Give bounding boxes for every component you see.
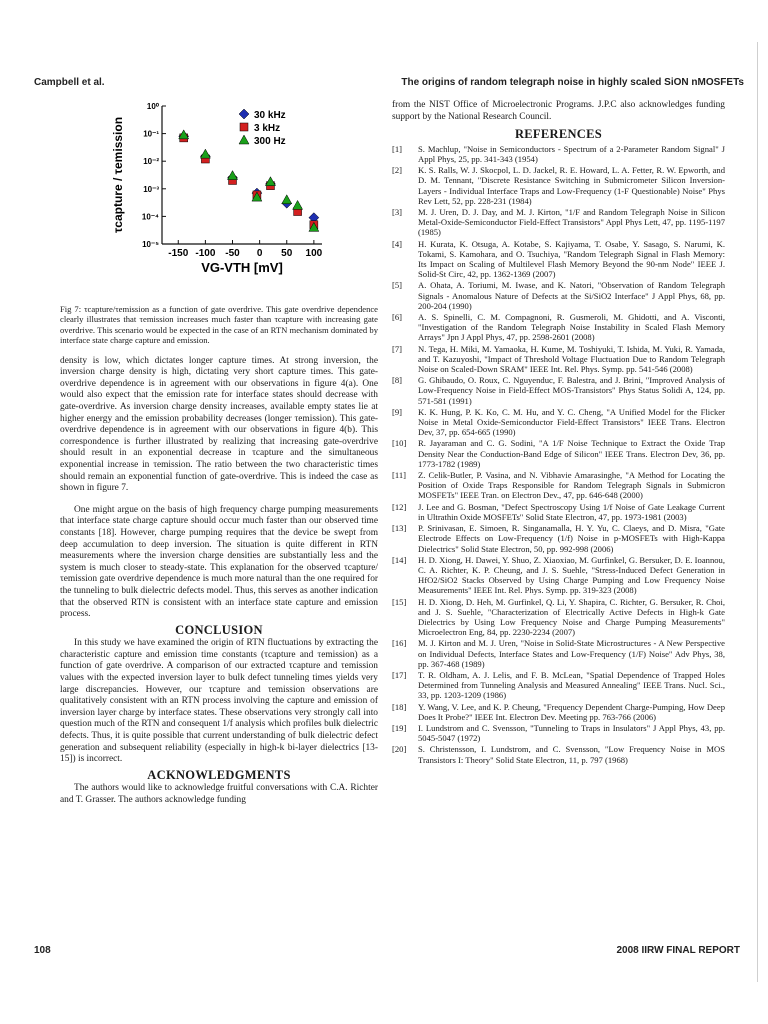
right-column [392, 100, 725, 766]
reference-item [392, 502, 725, 522]
reference-list [392, 144, 725, 765]
x-tick-label: 0 [256, 248, 263, 259]
reference-number: [14] [392, 554, 407, 565]
legend-label: 30 kHz [254, 110, 286, 121]
x-tick-label: -100 [195, 248, 216, 259]
x-tick-label: -50 [225, 248, 240, 259]
footer-report-title: 2008 IIRW FINAL REPORT [616, 945, 740, 956]
reference-number: [8] [392, 375, 403, 386]
data-point-triangle [282, 195, 292, 204]
reference-item [392, 523, 725, 554]
reference-item [392, 555, 725, 596]
x-tick-label: 50 [281, 248, 293, 259]
reference-number: [20] [392, 744, 407, 755]
reference-text: Y. Wang, V. Lee, and K. P. Cheung, "Frequency Dependent Charge-Pumping, How Deep Does It Probe?" IEEE Int. Electron Dev. Meeting pp. 763-766 (2006) [418, 701, 725, 722]
scatter-chart [104, 96, 334, 296]
data-point-triangle [265, 177, 275, 186]
reference-text: P. Srinivasan, E. Simoen, R. Singanamalla, H. Y. Yu, C. Claeys, and D. Misra, "Gate Electrode Effects on Low-Frequency (1/f) Noise in p-MOSFETs with High-Kappa Dielectrics" Solid State Electron, 50, pp. 992-998 (2006) [418, 523, 725, 554]
data-point-triangle [200, 149, 210, 158]
conclusion-heading: CONCLUSION [175, 622, 263, 637]
reference-text: K. S. Ralls, W. J. Skocpol, L. D. Jackel, R. E. Howard, L. A. Fetter, R. W. Epworth, and D. M. Tennant, "Discrete Resistance Switching in Submicrometer Silicon Inversion-Layers - Individual Interface Traps and Low-Frequency (1-F Questionable) Noise" Phys Rev Lett, 52, pp. 228-231 (1984) [418, 165, 725, 206]
reference-item [392, 670, 725, 701]
y-tick-label: 10⁻¹ [143, 129, 159, 139]
reference-text: M. J. Kirton and M. J. Uren, "Noise in Solid-State Microstructures - A New Perspective on Individual Defects, Interface States and Low-Frequency (1/F) Noise" Adv Phys, 38, pp. 367-468 (1989) [418, 638, 725, 669]
reference-number: [2] [392, 165, 403, 176]
left-column [60, 96, 378, 807]
reference-item [392, 375, 725, 406]
reference-text: M. J. Uren, D. J. Day, and M. J. Kirton, "1/F and Random Telegraph Noise in Silicon Metal-Oxide-Semiconductor Field-Effect Transistors" Appl Phys Lett, 47, pp. 1195-1197 (1985) [418, 207, 725, 238]
reference-text: H. Kurata, K. Otsuga, A. Kotabe, S. Kajiyama, T. Osabe, Y. Sasago, S. Narumi, K. Tokami, S. Kamohara, and O. Tsuchiya, "Random Telegraph Signal in Flash Memory: Its Impact on Scaling of Multilevel Flash Memory Beyond the 90-nm Node" IEEE J. Solid-St Circ, 42, pp. 1362-1369 (2007) [418, 238, 725, 280]
reference-number: [3] [392, 207, 403, 217]
running-header-authors: Campbell et al. [34, 77, 105, 88]
reference-number: [9] [392, 406, 403, 417]
reference-text: Z. Celik-Butler, P. Vasina, and N. Vibhavie Amarasinghe, "A Method for Locating the Position of Oxide Traps Responsible for Random Telegraph Signals in Submicron MOSFETs" IEEE Tran. on Electron Dev., 47, pp. 646-648 (2000) [418, 470, 725, 501]
reference-number: [15] [392, 596, 407, 607]
reference-item [392, 438, 725, 469]
y-tick-label: 10⁰ [146, 102, 159, 111]
reference-item [392, 207, 725, 238]
figure-caption: Fig 7: τcapture/τemission as a function of gate overdrive. This gate overdrive dependence clearly illustrates that τemission increases much faster than τcapture with increasing gate overdrive. This scenario would be expected in the case of an RTN mechanism dominated by interface state charge capture and emission. [60, 304, 378, 346]
acknowledgments-heading: ACKNOWLEDGMENTS [147, 767, 291, 782]
acknowledgments-continued: from the NIST Office of Microelectronic Programs. J.P.C also acknowledges funding support by the National Research Council. [392, 100, 725, 122]
reference-item [392, 344, 725, 375]
reference-text: J. Lee and G. Bosman, "Defect Spectroscopy Using 1/f Noise of Gate Leakage Current in Ultrathin Oxide MOSFETs" Solid State Electron, 47, pp. 1973-1981 (2003) [418, 501, 725, 522]
y-tick-label: 10⁻⁵ [142, 240, 159, 249]
reference-number: [16] [392, 638, 407, 649]
y-tick-label: 10⁻² [143, 157, 159, 167]
reference-text: R. Jayaraman and C. G. Sodini, "A 1/F Noise Technique to Extract the Oxide Trap Density Near the Conduction-Band Edge of Silicon" IEEE Trans. Electron Dev, 36, pp. 1773-1782 (1989) [418, 438, 725, 469]
reference-item [392, 744, 725, 764]
reference-item [392, 407, 725, 438]
data-point-triangle [228, 171, 238, 180]
reference-item [392, 165, 725, 206]
page-number: 108 [34, 945, 51, 956]
reference-item [392, 470, 725, 501]
reference-text: H. D. Xiong, D. Heh, M. Gurfinkel, Q. Li, Y. Shapira, C. Richter, G. Bersuker, R. Choi, and J. S. Suehle, "Characterization of Electrically Active Defects in High-k Gate Dielectrics by Using Low Frequency Noise and Charge Pumping Measurements" Microelectron Eng, 84, pp. 2230-2234 (2007) [418, 596, 725, 638]
reference-item [392, 638, 725, 669]
reference-item [392, 144, 725, 164]
y-axis-label: τcapture / τemission [111, 116, 125, 234]
reference-number: [18] [392, 701, 407, 712]
reference-number: [11] [392, 470, 406, 481]
reference-text: A. Ohata, A. Toriumi, M. Iwase, and K. Natori, "Observation of Random Telegraph Signals - Anomalous Nature of Defects at the Si/SiO2 Interface" J Appl Phys, 68, pp. 200-204 (1990) [418, 280, 725, 311]
reference-number: [13] [392, 523, 407, 534]
acknowledgments-paragraph: The authors would like to acknowledge fruitful conversations with C.A. Richter and T. Grasser. The authors acknowledge funding [60, 783, 378, 805]
reference-text: K. K. Hung, P. K. Ko, C. M. Hu, and Y. C. Cheng, "A Unified Model for the Flicker Noise in Metal Oxide-Semiconductor Field-Effect Transistors" IEEE Trans. Electron Dev, 37, pp. 654-665 (1990) [418, 406, 725, 438]
references-heading: REFERENCES [514, 127, 603, 142]
reference-text: T. R. Oldham, A. J. Lelis, and F. B. McLean, "Spatial Dependence of Trapped Holes Determined from Tunneling Analysis and Measured Annealing" IEEE Trans. Nucl. Sci., 33, pp. 1203-1209 (1986) [418, 669, 725, 701]
legend-label: 300 Hz [254, 136, 286, 147]
reference-text: S. Machlup, "Noise in Semiconductors - Spectrum of a 2-Parameter Random Signal" J Appl Phys, 25, pp. 341-343 (1954) [418, 143, 725, 164]
reference-number: [10] [392, 438, 407, 449]
reference-item [392, 280, 725, 311]
legend-marker [240, 123, 248, 131]
legend-marker [239, 109, 249, 119]
y-tick-label: 10⁻⁴ [141, 212, 159, 222]
reference-text: H. D. Xiong, H. Dawei, Y. Shuo, Z. Xiaoxiao, M. Gurfinkel, G. Bersuker, D. E. Ioannou, C. A. Richter, K. P. Cheung, and J. S. Suehle, "Stress-Induced Defect Generation in HfO2/SiO2 Stacks Observed by Using Charge Pumping and Low Frequency Noise Measurements" IEEE Int. Rel. Phys. Symp. pp. 319-323 (2008) [418, 554, 725, 596]
reference-text: N. Tega, H. Miki, M. Yamaoka, H. Kume, M. Toshiyuki, T. Ishida, M. Yuki, R. Yamada, and T. Kazuyoshi, "Impact of Threshold Voltage Fluctuation Due to Random Telegraph Noise on Scaled-Down SRAM" IEEE Int. Rel. Phys. Symp. pp. 541-546 (2008) [418, 343, 725, 375]
reference-number: [17] [392, 669, 407, 680]
reference-item [392, 597, 725, 638]
data-point-triangle [293, 200, 303, 209]
running-header-title: The origins of random telegraph noise in highly scaled SiON nMOSFETs [401, 77, 744, 88]
x-tick-label: 100 [305, 248, 323, 259]
reference-number: [19] [392, 722, 407, 733]
reference-number: [6] [392, 312, 403, 323]
reference-number: [7] [392, 343, 403, 354]
reference-item [392, 702, 725, 722]
conclusion-paragraph: In this study we have examined the origin of RTN fluctuations by extracting the characteristic capture and emission time constants (τcapture and τemission) as a function of gate overdrive. A comparison of our extracted τcapture and τemission values with the expected inversion layer to bulk defect tunneling times yields very large discrepancies. However, our τcapture and τemission observations are qualitatively consistent with an RTN process involving the capture and emission of inversion layer charge by interface states. These observations very strongly call into question much of the RTN and consequent 1/f analysis which profiles bulk dielectric defects. Thus, it is quite possible that current understanding of bulk dielectric defect generation and subsequent reliability (especially in high-k bi-layer dielectrics [13-15]) is incorrect. [60, 638, 378, 765]
reference-text: A. S. Spinelli, C. M. Compagnoni, R. Gusmeroli, M. Ghidotti, and A. Visconti, "Investigation of the Random Telegraph Noise Instability in Scaled Flash Memory Arrays" Jpn J Appl Phys, 47, pp. 2598-2601 (2008) [418, 312, 725, 343]
reference-text: I. Lundstrom and C. Svensson, "Tunneling to Traps in Insulators" J Appl Phys, 43, pp. 5045-5047 (1972) [418, 722, 725, 744]
legend-label: 3 kHz [254, 123, 281, 134]
reference-number: [1] [392, 143, 403, 154]
legend-marker [239, 135, 249, 144]
reference-number: [12] [392, 501, 407, 512]
reference-item [392, 312, 725, 343]
reference-text: S. Christensson, I. Lundstrom, and C. Svensson, "Low Frequency Noise in MOS Transistors I: Theory" Solid State Electron, 11, p. 797 (1968) [418, 744, 725, 765]
reference-text: G. Ghibaudo, O. Roux, C. Nguyenduc, F. Balestra, and J. Brini, "Improved Analysis of Low-Frequency Noise in Field-Effect MOS-Transistors" Phys Status Solidi A, 124, pp. 571-581 (1991) [418, 375, 725, 406]
y-tick-label: 10⁻³ [143, 184, 159, 194]
body-paragraph-1: density is low, which dictates longer capture times. At strong inversion, the inversion charge density is high, dictating very short capture times. This gate-overdrive dependence is in agreement with our observations in figure 4(a). One would also expect that the emission rate for interface states should decrease with gate-overdrive. As inversion charge density increases, available empty states lie at higher energy and the emission probability decreases (longer τemission). This gate-overdrive dependence is in agreement with our observations in figure 4(b). This correspondence is further illustrated by realizing that increasing gate-overdrive should result in an exponential decrease in τcapture and the simultaneous exponential increase in τemission. The ratio between the two characteristic times should remain an exponential function of gate-overdrive. This is indeed the case as shown in figure 7. [60, 355, 378, 494]
reference-number: [5] [392, 280, 403, 291]
body-paragraph-2: One might argue on the basis of high frequency charge pumping measurements that interface state charge capture should occur much faster than our observed time constants [18]. However, charge pumping requires that the device be swept from deep accumulation to deep inversion. The situation is quite different in RTN measurements where the inversion charge densities are substantially less and the system is much closer to steady-state. This explanation for the observed τcapture/τemission gate overdrive dependence is much more natural than the one required for the tunneling to bulk dielectric defects model. Thus, this serves as another indication that the observed RTN is consistent with an interface state capture and emission process. [60, 504, 378, 620]
reference-item [392, 723, 725, 743]
x-axis-label: VG-VTH [mV] [201, 260, 283, 275]
x-tick-label: -150 [168, 248, 189, 259]
reference-item [392, 239, 725, 280]
reference-number: [4] [392, 238, 403, 249]
